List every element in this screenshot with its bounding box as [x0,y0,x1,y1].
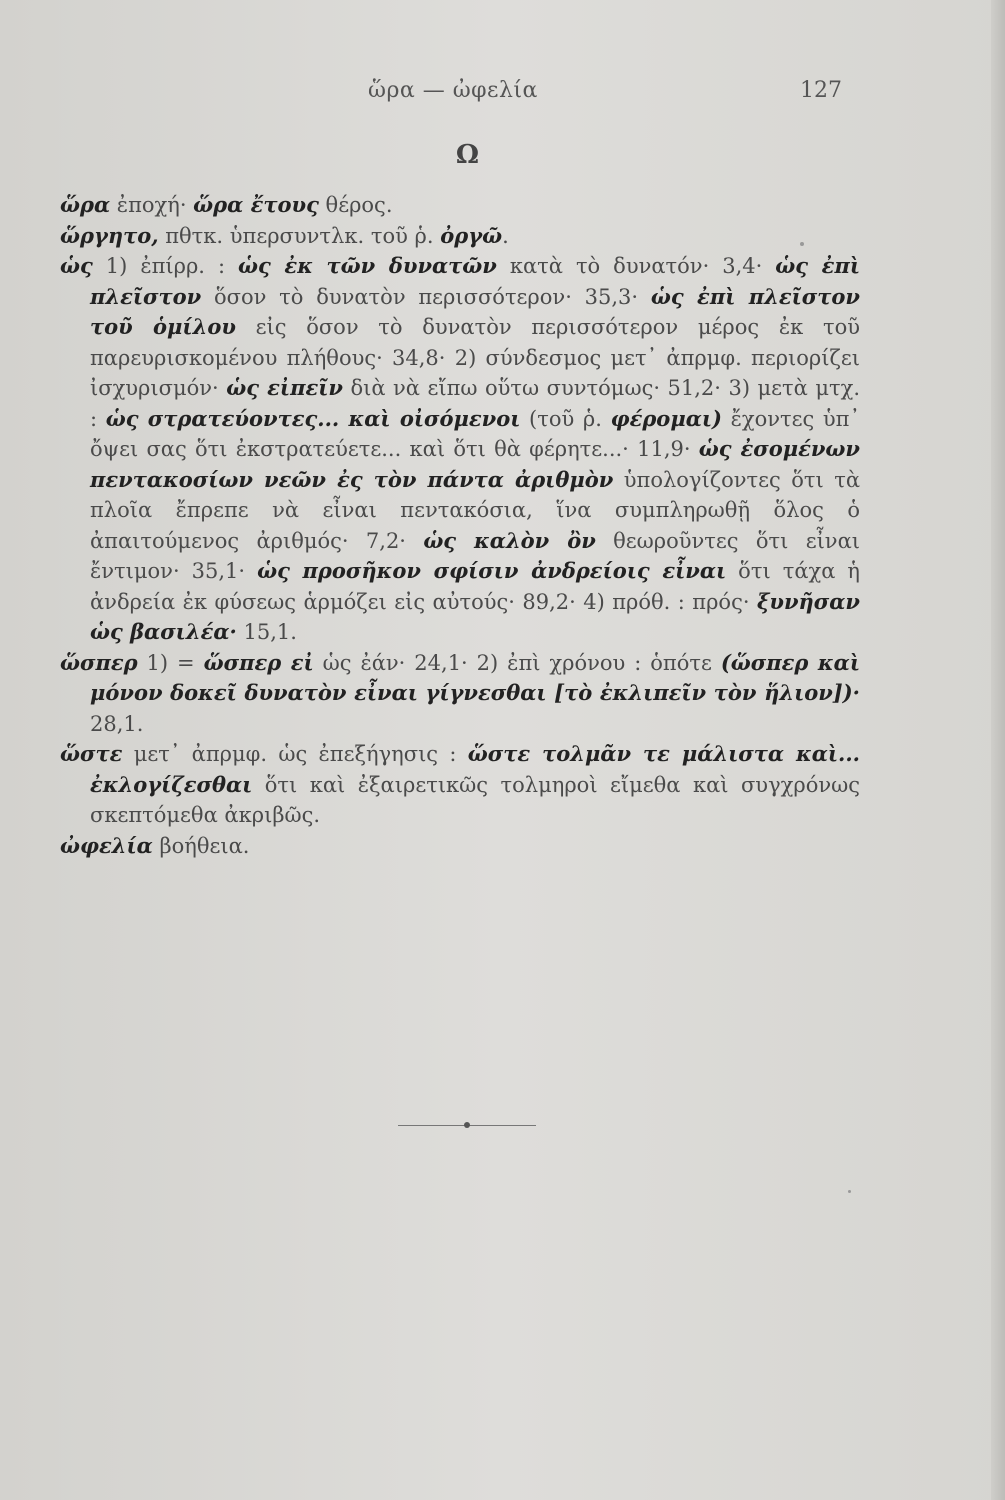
entry-text: ὅτι τάχα ἡ ἀνδρεία ἐκ φύσεως ἁρμόζει εἰς αὐτούς· 89,2· 4) πρόθ. : πρός· [90,559,860,614]
entry-text: εἰς ὅσον τὸ δυνατὸν περισσότερον μέρος ἐκ τοῦ παρευρισκομένου πλήθους· 34,8· 2) σύνδεσμος μετ᾿ ἀπρμφ. περιορίζει ἰσχυρισμόν· [90,315,860,400]
entry-lemma: ὡς [60,253,93,278]
running-title: ὥρα — ὠφελία [368,78,538,103]
quoted-phrase: ὡς ἐκ τῶν δυνατῶν [238,253,497,278]
quoted-phrase: ὡς στρατεύοντες... καὶ οἰσόμενοι [105,405,521,431]
glossary-entry [60,221,860,252]
entry-text: διὰ νὰ εἴπω οὕτω συντόμως· 51,2· 3) μετὰ μτχ. : [90,376,861,431]
entry-text: ὑπολογίζοντες ὅτι τὰ πλοῖα ἔπρεπε νὰ εἶναι πεντακόσια, ἵνα συμπληρωθῇ ὅλος ὁ ἀπαιτούμενος ἀριθμός· 7,2· [90,467,860,553]
entry-text: ὅτι καὶ ἐξαιρετικῶς τολμηροὶ εἴμεθα καὶ συγχρόνως σκεπτόμεθα ἀκριβῶς. [90,772,860,827]
entry-lemma: ὥστε [60,741,123,766]
quoted-phrase: ὥστε τολμᾶν τε μάλιστα καὶ... ἐκλογίζεσθαι [90,741,860,797]
entry-text: μετ᾿ ἀπρμφ. ὡς ἐπεξήγησις : [122,742,468,766]
running-head [0,78,1005,108]
glossary-entry [60,739,860,831]
quoted-phrase: ὡς καλὸν ὂν [423,527,596,553]
entry-lemma: ὥσπερ [60,649,138,675]
glossary-entry [60,831,860,862]
quoted-phrase: ὥσπερ εἰ [203,649,314,675]
glossary-entry [60,648,860,740]
paper-speck [848,1190,851,1193]
end-ornament [398,1118,536,1132]
quoted-phrase: ὀργῶ [440,222,503,248]
quoted-phrase: ὡς προσῆκον σφίσιν ἀνδρείοις εἶναι [257,558,727,583]
entry-text: 28,1. [90,711,144,736]
entry-text: 1) ἐπίρρ. : [92,254,239,278]
entry-text: ἐποχή· [110,193,194,217]
entry-lemma: ὥργητο, [60,222,159,248]
quoted-phrase: ὡς εἰπεῖν [226,375,343,400]
section-letter: Ω [455,140,480,170]
quoted-phrase: φέρομαι) [610,405,722,431]
page-edge-shadow [991,0,1005,1500]
entry-text: . [502,223,509,248]
glossary-entry [60,190,860,221]
entry-text: θέρος. [318,193,393,217]
quoted-phrase: ξυνῆσαν ὡς βασιλέα· [90,588,860,644]
quoted-phrase: ὡς ἐπὶ πλεῖστον [90,253,860,309]
entry-lemma: ὠφελία [60,832,153,858]
quoted-phrase: ὥρα ἔτους [193,192,319,217]
glossary-entry [60,251,860,648]
entry-text: βοήθεια. [152,833,250,858]
entry-text: 1) = [137,650,204,675]
entry-text: ὡς ἐάν· 24,1· 2) ἐπὶ χρόνου : ὁπότε [313,650,721,675]
paper-speck [800,242,804,246]
entry-lemma: ὥρα [60,192,111,217]
entry-text: θεωροῦντες ὅτι εἶναι ἔντιμον· 35,1· [90,528,860,583]
entry-text: ἔχοντες ὑπ᾿ ὄψει σας ὅτι ἐκστρατεύετε... καὶ ὅτι θὰ φέρητε...· 11,9· [90,406,860,461]
quoted-phrase: ὡς ἐπὶ πλεῖστον τοῦ ὁμίλου [90,283,860,339]
entry-text: πθτκ. ὑπερσυντλκ. τοῦ ῥ. [158,223,441,248]
ornament-dot [464,1122,470,1128]
entry-text: (τοῦ ῥ. [520,406,611,431]
entry-text: 15,1. [236,620,297,644]
entry-text: κατὰ τὸ δυνατόν· 3,4· [496,254,776,278]
quoted-phrase: ὡς ἐσομένων πεντακοσίων νεῶν ἐς τὸν πάντα ἀριθμὸν [90,436,860,492]
entry-text: ὅσον τὸ δυνατὸν περισσότερον· 35,3· [201,284,651,309]
page-number: 127 [800,78,842,103]
glossary-entries [60,190,860,861]
quoted-phrase: (ὥσπερ καὶ μόνον δοκεῖ δυνατὸν εἶναι γίγνεσθαι [τὸ ἐκλιπεῖν τὸν ἥλιον])· [90,649,860,705]
